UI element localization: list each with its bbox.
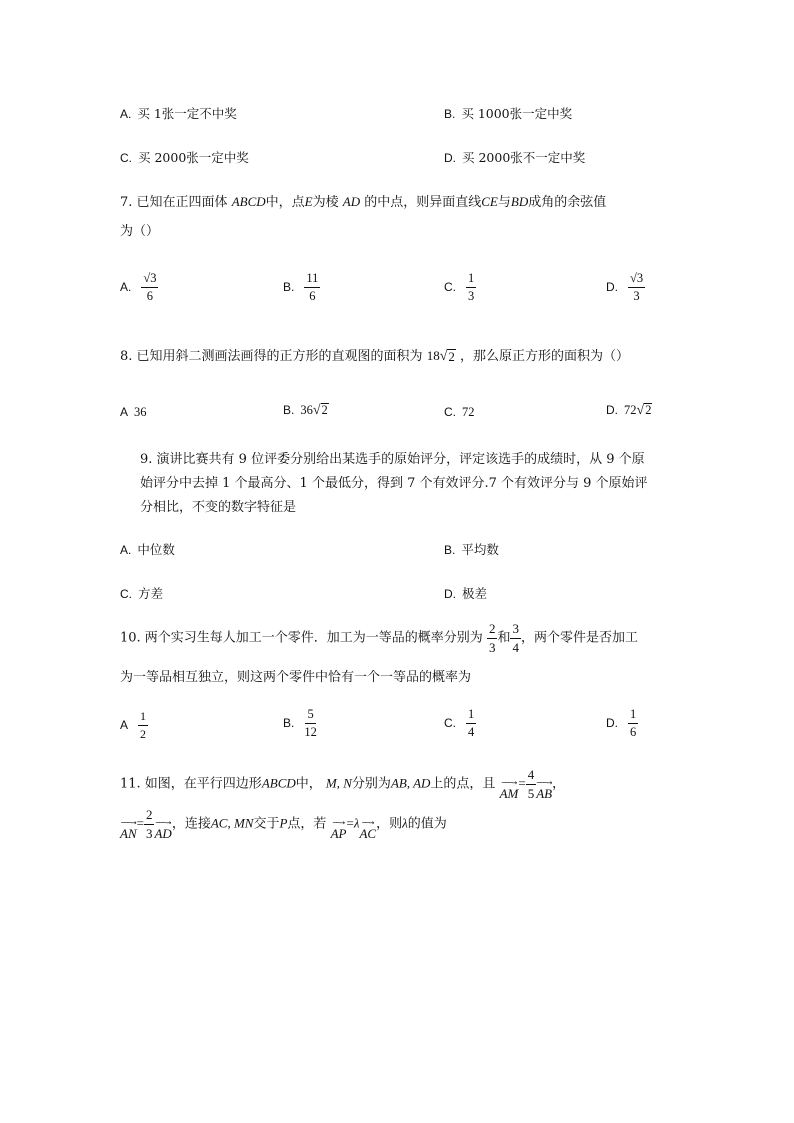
text: 中，点 xyxy=(265,195,305,210)
radicand: 2 xyxy=(321,403,328,418)
text: ，两个零件是否加工 xyxy=(520,630,638,646)
q7-stem-line1 xyxy=(120,192,606,213)
option-letter: A. xyxy=(120,280,132,295)
option-text: 买 1张一定不中奖 xyxy=(137,106,237,121)
numerator: 1 xyxy=(466,272,476,288)
option-letter: D. xyxy=(606,716,618,731)
q8-stem xyxy=(120,346,629,367)
option-letter: B. xyxy=(444,107,456,121)
text: 上的点，且 xyxy=(430,776,496,792)
q11-stem-line2 xyxy=(120,808,447,840)
math-var: CE xyxy=(481,194,498,209)
q7-stem-line2: 为（） xyxy=(120,224,160,239)
q7-option-c xyxy=(444,272,476,303)
q9-stem-line1: 9. 演讲比赛共有 9 位评委分别给出某选手的原始评分，评定该选手的成绩时，从 9 个原 xyxy=(140,452,645,467)
math-var: AC xyxy=(359,826,377,842)
text: 点，若 xyxy=(287,816,327,832)
denominator: 12 xyxy=(304,725,317,740)
q10-option-d xyxy=(606,708,638,739)
q10-option-b xyxy=(283,708,317,739)
fraction xyxy=(526,768,537,800)
q11-stem-line1 xyxy=(120,768,565,800)
numerator: 1 xyxy=(138,710,148,726)
option-text: 平均数 xyxy=(461,542,499,557)
q8-option-b xyxy=(283,402,329,418)
numerator: 11 xyxy=(304,272,320,288)
option-letter: C. xyxy=(444,405,456,419)
q7-option-b xyxy=(283,272,320,303)
option-letter: A xyxy=(120,405,129,419)
fraction xyxy=(304,708,317,739)
option-text: 36 xyxy=(134,405,147,419)
vector xyxy=(154,820,171,840)
q9-stem-line2: 始评分中去掉 1 个最高分、1 个最低分，得到 7 个有效评分.7 个有效评分与 9 个原始评 xyxy=(140,476,648,491)
text: 8. 已知用斜二测画法画得的正方形的直观图的面积为 xyxy=(120,349,423,364)
fraction xyxy=(466,708,476,739)
radicand: 2 xyxy=(645,403,652,418)
vector-arrow: ───→ xyxy=(501,779,517,788)
math-var: E xyxy=(304,194,313,209)
fraction xyxy=(144,808,155,840)
vector xyxy=(500,780,519,800)
math-var: λ xyxy=(402,815,408,831)
radicand: 2 xyxy=(448,348,455,364)
denominator: 6 xyxy=(309,289,316,304)
q6-option-b xyxy=(444,104,572,122)
math-var: M, N xyxy=(325,775,352,791)
math-var: AB xyxy=(536,786,553,802)
radical-sign: √ xyxy=(312,403,321,418)
vector xyxy=(536,780,552,800)
math-var: ABCD xyxy=(231,194,266,209)
math-number: 72 xyxy=(624,403,637,417)
vector-arrow: ───→ xyxy=(536,779,552,788)
q8-option-d xyxy=(606,402,652,418)
q9-option-d xyxy=(444,584,487,602)
numerator: 3 xyxy=(510,622,521,639)
fraction xyxy=(141,272,158,303)
fraction xyxy=(138,710,148,740)
q7-option-d xyxy=(606,272,645,303)
fraction xyxy=(304,272,320,303)
fraction xyxy=(628,708,638,739)
option-letter: C. xyxy=(120,587,132,601)
text: 与 xyxy=(497,195,511,210)
option-letter: D. xyxy=(444,151,456,165)
option-letter: C. xyxy=(444,716,456,731)
math-var: BD xyxy=(510,194,529,209)
denominator: 4 xyxy=(512,639,519,655)
text: 成角的余弦值 xyxy=(528,195,607,210)
text: 交于 xyxy=(253,816,280,832)
text: 分别为 xyxy=(351,776,391,792)
equals: = xyxy=(518,775,526,791)
q9-option-b xyxy=(444,540,499,558)
q8-option-c xyxy=(444,404,475,420)
q8-option-a xyxy=(120,404,147,420)
equals: = xyxy=(136,815,144,831)
denominator: 6 xyxy=(146,289,154,304)
math-number: 18 xyxy=(426,348,440,363)
text: 的中点，则异面直线 xyxy=(364,195,482,210)
text: ，则 xyxy=(376,816,403,832)
denominator: 3 xyxy=(145,825,153,841)
sqrt xyxy=(440,349,456,364)
text: 中， xyxy=(295,776,322,792)
option-text: 买 2000张不一定中奖 xyxy=(462,150,586,165)
q9-option-a xyxy=(120,540,175,558)
numerator: 1 xyxy=(466,708,476,724)
vector xyxy=(331,820,347,840)
option-letter: D. xyxy=(444,587,456,601)
option-letter: A xyxy=(120,717,129,732)
numerator: 1 xyxy=(628,708,638,724)
option-letter: D. xyxy=(606,403,618,417)
fraction xyxy=(487,622,498,654)
text: ， xyxy=(552,776,566,792)
denominator: 2 xyxy=(140,726,146,741)
option-text: 极差 xyxy=(462,586,488,601)
option-letter: C. xyxy=(120,151,132,165)
math-var: AM xyxy=(499,786,519,802)
q10-stem-line2: 为一等品相互独立，则这两个零件中恰有一个一等品的概率为 xyxy=(120,670,472,685)
math-var: ABCD xyxy=(261,775,296,791)
sqrt xyxy=(313,403,329,418)
option-text: 中位数 xyxy=(137,542,175,557)
denominator: 5 xyxy=(527,785,535,801)
numerator: √3 xyxy=(628,272,645,288)
vector-arrow: ──→ xyxy=(362,819,374,828)
math-var: λ xyxy=(353,815,360,831)
option-letter: C. xyxy=(444,280,456,295)
numerator: 4 xyxy=(526,768,537,785)
q9-stem-line3: 分相比，不变的数字特征是 xyxy=(140,500,297,515)
vector-arrow: ──→ xyxy=(332,819,345,828)
sqrt xyxy=(637,403,653,418)
q6-option-a xyxy=(120,104,237,122)
option-text: 买 2000张一定中奖 xyxy=(138,150,249,165)
fraction xyxy=(510,622,521,654)
radical-sign: √ xyxy=(636,403,645,418)
radical-sign: √ xyxy=(439,349,448,364)
denominator: 4 xyxy=(467,725,475,740)
denominator: 3 xyxy=(467,289,475,304)
text: ，那么原正方形的面积为（） xyxy=(460,349,630,364)
text: 的值为 xyxy=(407,816,447,832)
equals: = xyxy=(346,815,354,831)
q6-option-d xyxy=(444,148,585,166)
text: 11. 如图，在平行四边形 xyxy=(120,776,262,792)
option-letter: B. xyxy=(283,716,295,731)
option-letter: A. xyxy=(120,107,132,121)
text: 和 xyxy=(497,630,511,646)
q10-stem-line1 xyxy=(120,622,638,654)
q7-option-a xyxy=(120,272,158,303)
q6-option-c xyxy=(120,148,249,166)
text: 为棱 xyxy=(312,195,339,210)
fraction xyxy=(466,272,476,303)
option-letter: A. xyxy=(120,543,132,557)
fraction xyxy=(628,272,645,303)
option-letter: B. xyxy=(444,543,456,557)
denominator: 3 xyxy=(488,639,496,655)
vector-arrow: ───→ xyxy=(121,819,136,828)
numerator: 2 xyxy=(487,622,498,639)
text: 7. 已知在正四面体 xyxy=(120,195,228,210)
math-number: 36 xyxy=(300,403,313,417)
numerator: 2 xyxy=(144,808,155,825)
vector xyxy=(120,820,137,840)
q10-option-a xyxy=(120,710,148,740)
math-var: AD xyxy=(342,194,361,209)
math-var: P xyxy=(279,815,288,831)
text: ，连接 xyxy=(171,816,211,832)
denominator: 6 xyxy=(629,725,637,740)
option-text: 72 xyxy=(462,405,475,419)
vector xyxy=(359,820,376,840)
numerator: 5 xyxy=(305,708,315,724)
option-letter: B. xyxy=(283,280,295,295)
option-letter: B. xyxy=(283,403,295,417)
numerator: √3 xyxy=(141,272,158,288)
vector-arrow: ───→ xyxy=(155,819,171,828)
math-var: AD xyxy=(154,826,172,842)
math-var: AC, MN xyxy=(210,815,254,831)
text: 10. 两个实习生每人加工一个零件．加工为一等品的概率分别为 xyxy=(120,630,483,646)
option-text: 买 1000张一定中奖 xyxy=(461,106,573,121)
math-var: AP xyxy=(330,826,347,842)
option-letter: D. xyxy=(606,280,618,295)
math-var: AB, AD xyxy=(390,775,431,791)
option-text: 方差 xyxy=(138,586,164,601)
q10-option-c xyxy=(444,708,476,739)
q9-option-c xyxy=(120,584,163,602)
math-var: AN xyxy=(120,826,137,842)
denominator: 3 xyxy=(633,289,640,304)
